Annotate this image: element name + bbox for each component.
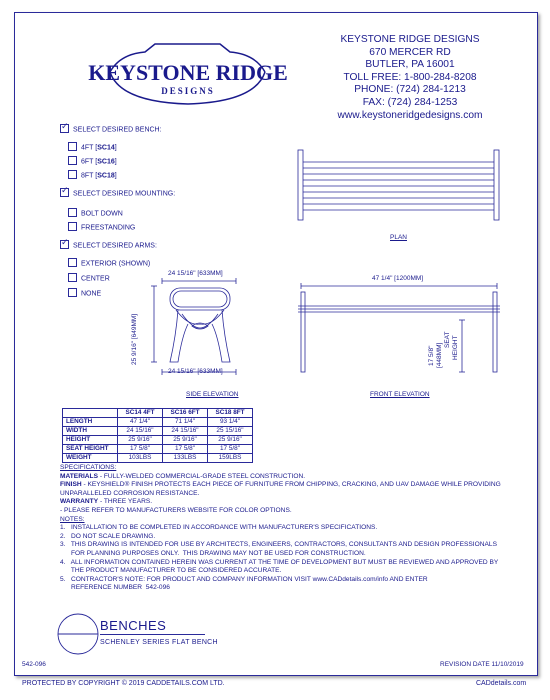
no-arms-checkbox[interactable]: [68, 288, 77, 297]
front-elevation-label: FRONT ELEVATION: [370, 391, 430, 398]
note-item: 2. DO NOT SCALE DRAWING.: [60, 532, 156, 540]
mounting-header-checkbox[interactable]: [60, 188, 69, 197]
logo-main-text: KEYSTONE RIDGE: [88, 60, 288, 85]
company-website[interactable]: www.keystoneridgedesigns.com: [337, 109, 483, 121]
note-item: 5. CONTRACTOR'S NOTE: FOR PRODUCT AND COMPANY INFORMATION VISIT www.CADdetails.com/info AND ENTER: [60, 575, 428, 583]
table-row: SEAT HEIGHT 17 5/8" 17 5/8" 17 5/8": [63, 445, 253, 454]
arms-option-exterior: EXTERIOR (SHOWN): [68, 259, 150, 268]
company-info: [300, 34, 520, 122]
notes-heading: NOTES:: [60, 515, 85, 523]
title-circle-symbol: [56, 612, 100, 656]
specifications-notes: [60, 464, 530, 593]
mounting-option-bolt-down: BOLT DOWN: [68, 209, 123, 218]
exterior-arms-checkbox[interactable]: [68, 258, 77, 267]
side-elevation-label: SIDE ELEVATION: [186, 391, 239, 398]
note-item: FOR PLANNING PURPOSES ONLY. THIS DRAWING MAY NOT BE USED FOR CONSTRUCTION.: [60, 549, 366, 557]
table-row: WIDTH 24 15/16" 24 15/16" 25 15/16": [63, 427, 253, 436]
side-elevation-drawing: [148, 276, 248, 380]
side-top-dimension: 24 15/16" [633MM]: [168, 270, 223, 277]
caddetails-link[interactable]: CADdetails.com: [476, 680, 527, 687]
drawing-subtitle: SCHENLEY SERIES FLAT BENCH: [100, 639, 218, 646]
company-name: KEYSTONE RIDGE DESIGNS: [340, 34, 480, 45]
table-row: HEIGHT 25 9/16" 25 9/16" 25 9/16": [63, 436, 253, 445]
spec-materials: MATERIALS - FULLY-WELDED COMMERCIAL-GRADE STEEL CONSTRUCTION.: [60, 472, 306, 480]
bolt-down-checkbox[interactable]: [68, 208, 77, 217]
spec-warranty: WARRANTY - THREE YEARS.: [60, 498, 153, 506]
seat-height-dimension: 17 5/8": [428, 345, 435, 366]
bench-8ft-checkbox[interactable]: [68, 170, 77, 179]
bench-option-header: ✓SELECT DESIRED BENCH:: [60, 125, 162, 134]
spec-finish-cont: UNPARALLELED CORROSION RESISTANCE.: [60, 489, 200, 497]
bench-header-checkbox[interactable]: [60, 124, 69, 133]
bench-4ft-checkbox[interactable]: [68, 142, 77, 151]
mounting-option-freestanding: FREESTANDING: [68, 223, 135, 232]
height-word: HEIGHT: [452, 335, 459, 360]
logo-sub-text: DESIGNS: [161, 86, 215, 96]
reference-number: 542-096: [22, 661, 46, 668]
spec-color: - PLEASE REFER TO MANUFACTURERS WEBSITE FOR COLOR OPTIONS.: [60, 506, 292, 514]
revision-date: REVISION DATE 11/10/2019: [440, 661, 524, 668]
bench-option-6ft: 6FT [SC16]: [68, 157, 117, 166]
spec-table-header: [63, 409, 253, 418]
note-item: 1. INSTALLATION TO BE COMPLETED IN ACCORDANCE WITH MANUFACTURER'S SPECIFICATIONS.: [60, 524, 378, 532]
mounting-option-header: ✓SELECT DESIRED MOUNTING:: [60, 189, 175, 198]
front-width-dimension: 47 1/4" [1200MM]: [372, 275, 424, 282]
drawing-title: BENCHES: [100, 618, 167, 633]
bench-option-4ft: 4FT [SC14]: [68, 143, 117, 152]
front-elevation-drawing: [292, 278, 507, 378]
specifications-heading: SPECIFICATIONS:: [60, 464, 117, 471]
bench-6ft-checkbox[interactable]: [68, 156, 77, 165]
seat-height-dimension-mm: [448MM]: [436, 342, 443, 368]
company-address-line2: BUTLER, PA 16001: [365, 59, 455, 71]
table-row: WEIGHT 103LBS 133LBS 159LBS: [63, 454, 253, 463]
note-item: THE PRODUCT MANUFACTURER TO BE CONSIDERED ACCURATE.: [60, 567, 282, 575]
note-item: REFERENCE NUMBER 542-096: [60, 584, 170, 592]
side-bottom-dimension: 24 15/16" [633MM]: [168, 368, 223, 375]
spec-finish: FINISH - KEYSHIELD® FINISH PROTECTS EACH PIECE OF FURNITURE FROM CHIPPING, CRACKING, AND UAV DAMAGE WHILE PROVIDING: [60, 481, 501, 489]
arms-header-checkbox[interactable]: [60, 240, 69, 249]
company-address-line1: 670 MERCER RD: [369, 46, 451, 58]
spec-header-blank: [63, 409, 118, 418]
title-underline: [100, 634, 205, 635]
arms-option-center: CENTER: [68, 274, 110, 283]
bench-option-8ft: 8FT [SC18]: [68, 171, 117, 180]
company-fax: FAX: (724) 284-1253: [362, 96, 458, 108]
plan-label: PLAN: [390, 234, 407, 241]
freestanding-checkbox[interactable]: [68, 222, 77, 231]
keystone-ridge-logo: [88, 32, 288, 110]
arms-option-none: NONE: [68, 289, 101, 298]
company-phone: PHONE: (724) 284-1213: [354, 84, 466, 96]
side-height-dimension: 25 9/16" [649MM]: [131, 313, 138, 365]
plan-view-drawing: [292, 148, 507, 228]
note-item: 4. ALL INFORMATION CONTAINED HEREIN WAS CURRENT AT THE TIME OF DEVELOPMENT BUT MUST BE REVIEWED AND APPROVED BY: [60, 558, 499, 566]
center-arms-checkbox[interactable]: [68, 273, 77, 282]
spec-header-sc14: SC14 4FT: [118, 409, 163, 418]
table-row: LENGTH 47 1/4" 71 1/4" 93 1/4": [63, 418, 253, 427]
spec-header-sc16: SC16 6FT: [163, 409, 208, 418]
note-item: 3. THIS DRAWING IS INTENDED FOR USE BY ARCHITECTS, ENGINEERS, CONTRACTORS, CONSULTANTS AND DESIGN PROFESSIONALS: [60, 541, 497, 549]
copyright-footer: PROTECTED BY COPYRIGHT © 2019 CADDETAILS.COM LTD.: [22, 680, 225, 687]
spec-table: [62, 408, 253, 463]
arms-option-header: ✓SELECT DESIRED ARMS:: [60, 241, 157, 250]
company-tollfree: TOLL FREE: 1-800-284-8208: [343, 71, 477, 83]
seat-word: SEAT: [444, 331, 451, 348]
spec-header-sc18: SC18 8FT: [208, 409, 253, 418]
